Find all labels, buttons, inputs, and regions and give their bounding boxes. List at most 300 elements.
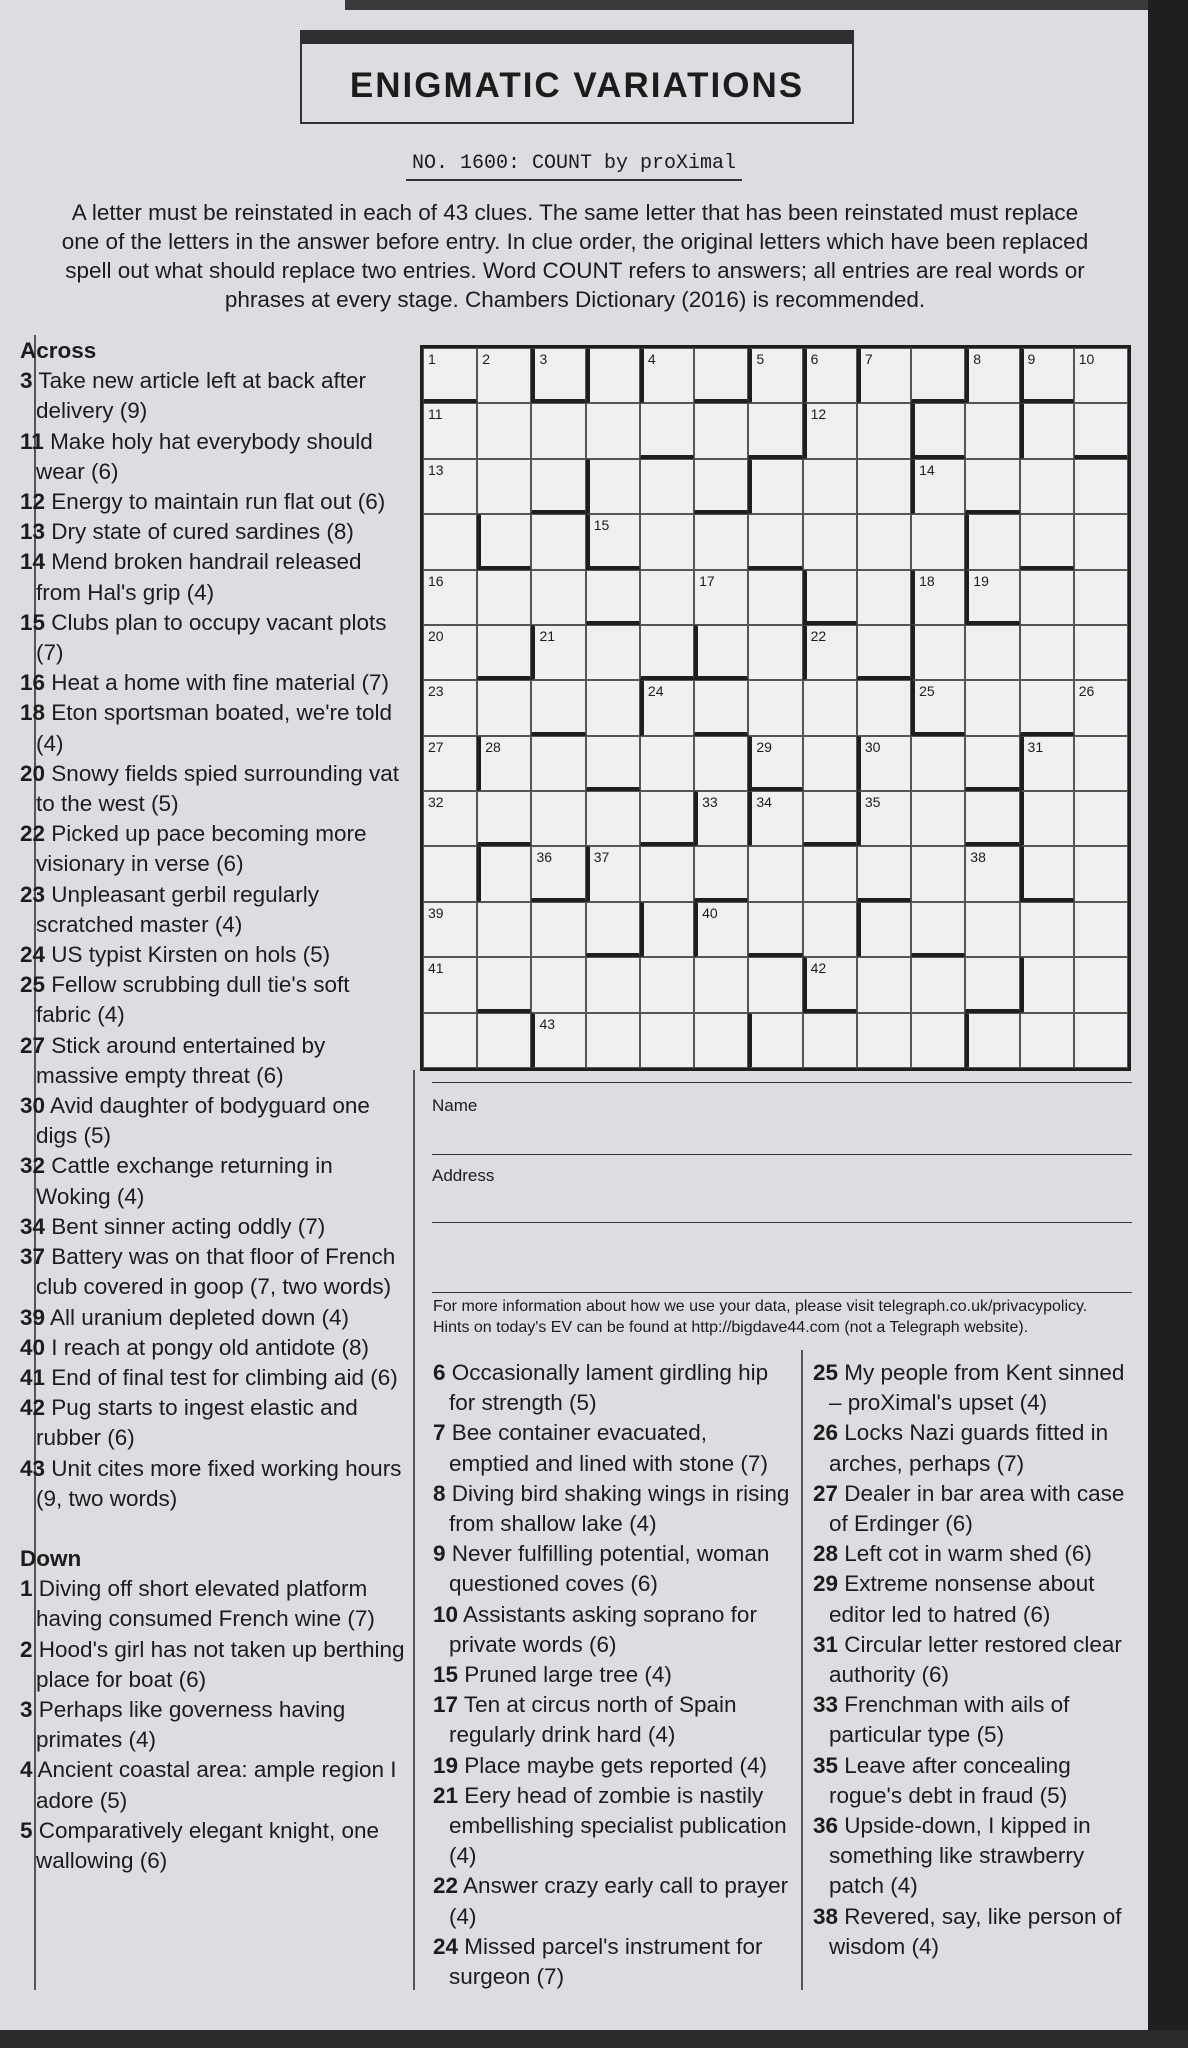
grid-cell[interactable] (1020, 625, 1074, 680)
grid-cell[interactable] (803, 902, 857, 957)
grid-cell[interactable] (694, 846, 748, 901)
clue (433, 1479, 793, 1539)
clue-text: Hood's girl has not taken up berthing place for boat (6) (36, 1636, 405, 1692)
grid-cell[interactable] (640, 459, 694, 514)
grid-cell[interactable] (1020, 1013, 1074, 1068)
title-box-rule (300, 30, 854, 44)
grid-cell[interactable] (857, 846, 911, 901)
clue-text: Eton sportsman boated, we're told (4) (36, 700, 393, 756)
grid-cell[interactable] (694, 957, 748, 1012)
grid-cell[interactable] (1020, 791, 1074, 846)
grid-cell[interactable] (694, 902, 748, 957)
clue-number: 29 (813, 1571, 839, 1597)
grid-cell[interactable] (694, 736, 748, 791)
clue (20, 880, 410, 940)
grid-cell[interactable] (477, 957, 531, 1012)
grid-cell[interactable] (477, 846, 531, 901)
grid-cell[interactable] (748, 403, 802, 458)
grid-cell[interactable] (748, 1013, 802, 1068)
address-field-line2[interactable] (432, 1292, 1132, 1293)
grid-cell[interactable] (1074, 570, 1128, 625)
clue (20, 1695, 410, 1755)
clue-number: 20 (20, 760, 46, 786)
clue-text: Missed parcel's instrument for surgeon (7) (449, 1933, 763, 1990)
grid-cell[interactable] (803, 1013, 857, 1068)
clue (433, 1871, 793, 1931)
grid-cell[interactable] (965, 348, 1019, 403)
grid-cell[interactable] (857, 736, 911, 791)
grid-cell[interactable] (423, 791, 477, 846)
cell-number: 28 (485, 738, 501, 755)
down-clue-list (20, 1574, 410, 1876)
grid-cell[interactable] (640, 846, 694, 901)
grid-cell[interactable] (586, 1013, 640, 1068)
grid-cell[interactable] (803, 403, 857, 458)
clue-text: Bent sinner acting oddly (7) (51, 1213, 326, 1239)
grid-cell[interactable] (911, 570, 965, 625)
grid-cell[interactable] (748, 348, 802, 403)
clue-text: Locks Nazi guards fitted in arches, perhaps (7) (829, 1420, 1109, 1476)
clue-number: 26 (813, 1420, 839, 1446)
grid-cell[interactable] (748, 680, 802, 735)
grid-cell[interactable] (748, 625, 802, 680)
cell-number: 35 (864, 794, 881, 811)
grid-cell[interactable] (423, 957, 477, 1012)
cell-number: 33 (702, 794, 718, 811)
clue-text: Energy to maintain run flat out (6) (51, 489, 386, 515)
clue-number: 35 (813, 1752, 839, 1778)
grid-cell[interactable] (965, 680, 1019, 735)
clue-number: 42 (20, 1395, 46, 1421)
grid-cell[interactable] (586, 348, 640, 403)
grid-cell[interactable] (911, 459, 965, 514)
clue (20, 1303, 410, 1333)
clue (433, 1600, 793, 1660)
grid-cell[interactable] (911, 957, 965, 1012)
clue-number: 12 (20, 489, 46, 515)
clue-number: 39 (20, 1304, 46, 1330)
clue-number: 37 (20, 1244, 46, 1270)
clue-number: 27 (20, 1032, 46, 1058)
clue-number: 17 (433, 1692, 459, 1718)
clue (20, 517, 410, 547)
grid-cell[interactable] (423, 680, 477, 735)
grid-cell[interactable] (748, 791, 802, 846)
grid-cell[interactable] (477, 625, 531, 680)
cell-number: 2 (482, 351, 491, 367)
grid-cell[interactable] (477, 459, 531, 514)
grid-cell[interactable] (965, 514, 1019, 569)
grid-cell[interactable] (586, 902, 640, 957)
grid-cell[interactable] (694, 1013, 748, 1068)
grid-cell[interactable] (803, 514, 857, 569)
clue (20, 970, 410, 1030)
clue-text: Unit cites more fixed working hours (9, two words) (36, 1455, 402, 1511)
grid-cell[interactable] (1020, 846, 1074, 901)
grid-cell[interactable] (911, 680, 965, 735)
clue-text: Never fulfilling potential, woman questioned coves (6) (449, 1541, 770, 1597)
grid-cell[interactable] (857, 1013, 911, 1068)
grid-cell[interactable] (477, 348, 531, 403)
grid-cell[interactable] (694, 348, 748, 403)
grid-cell[interactable] (531, 570, 585, 625)
cell-number: 1 (428, 351, 436, 367)
clue-number: 5 (20, 1817, 33, 1843)
grid-cell[interactable] (586, 625, 640, 680)
clue-number: 32 (20, 1153, 46, 1179)
clue-text: Bee container evacuated, emptied and lined with stone (7) (449, 1420, 768, 1476)
grid-cell[interactable] (531, 348, 585, 403)
grid-cell[interactable] (1074, 902, 1128, 957)
clue (20, 608, 410, 668)
grid-cell[interactable] (748, 902, 802, 957)
grid-cell[interactable] (1074, 791, 1128, 846)
grid-cell[interactable] (965, 459, 1019, 514)
grid-cell[interactable] (423, 570, 477, 625)
grid-cell[interactable] (748, 570, 802, 625)
clue (813, 1902, 1143, 1962)
clue-text: Upside-down, I kipped in something like strawberry patch (4) (829, 1813, 1091, 1899)
clue-number: 15 (20, 609, 46, 635)
cell-number: 6 (810, 351, 819, 367)
grid-cell[interactable] (477, 736, 531, 791)
grid-cell[interactable] (640, 736, 694, 791)
clue-text: Left cot in warm shed (6) (844, 1541, 1092, 1567)
clue-text: Stick around entertained by massive empty threat (6) (36, 1032, 326, 1088)
grid-cell[interactable] (477, 403, 531, 458)
grid-cell[interactable] (640, 625, 694, 680)
grid-cell[interactable] (965, 902, 1019, 957)
grid-cell[interactable] (586, 736, 640, 791)
grid-cell[interactable] (531, 957, 585, 1012)
grid-cell[interactable] (423, 348, 477, 403)
grid-cell[interactable] (423, 625, 477, 680)
clue-text: Ancient coastal area: ample region I adore (5) (36, 1757, 397, 1813)
grid-cell[interactable] (857, 680, 911, 735)
clue-number: 6 (433, 1360, 446, 1385)
grid-cell[interactable] (531, 846, 585, 901)
clue (20, 427, 410, 487)
grid-cell[interactable] (694, 791, 748, 846)
grid-cell[interactable] (857, 902, 911, 957)
grid-cell[interactable] (965, 846, 1019, 901)
grid-cell[interactable] (640, 570, 694, 625)
grid-cell[interactable] (1074, 957, 1128, 1012)
clue (20, 1635, 410, 1695)
cell-number: 38 (970, 849, 986, 866)
grid-cell[interactable] (640, 680, 694, 735)
grid-cell[interactable] (965, 403, 1019, 458)
grid-cell[interactable] (586, 680, 640, 735)
grid-cell[interactable] (477, 514, 531, 569)
grid-cell[interactable] (857, 459, 911, 514)
clue-text: Battery was on that floor of French club covered in goop (7, two words) (36, 1244, 396, 1300)
clue (20, 1091, 410, 1151)
instructions-line: one of the letters in the answer before entry. In clue order, the original letters which have been replaced (61, 229, 1089, 254)
grid-cell[interactable] (965, 570, 1019, 625)
cell-number: 7 (864, 351, 873, 367)
grid-cell[interactable] (586, 459, 640, 514)
down-heading: Down (20, 1545, 82, 1571)
clue-number: 15 (433, 1662, 459, 1688)
clue-text: US typist Kirsten on hols (5) (51, 942, 331, 968)
cell-number: 26 (1078, 683, 1095, 700)
grid-cell[interactable] (1074, 625, 1128, 680)
grid-cell[interactable] (423, 514, 477, 569)
grid-cell[interactable] (1074, 514, 1128, 569)
grid-cell[interactable] (857, 514, 911, 569)
grid-cell[interactable] (1020, 348, 1074, 403)
clue-text: Diving bird shaking wings in rising from shallow lake (4) (449, 1480, 790, 1537)
grid-cell[interactable] (911, 902, 965, 957)
cell-number: 25 (919, 683, 935, 700)
grid-cell[interactable] (694, 514, 748, 569)
clue-number: 14 (20, 549, 46, 575)
grid-cell[interactable] (857, 348, 911, 403)
grid-cell[interactable] (1020, 680, 1074, 735)
address-label: Address (432, 1166, 495, 1185)
grid-cell[interactable] (857, 791, 911, 846)
clue-number: 22 (433, 1873, 459, 1899)
grid-cell[interactable] (640, 1013, 694, 1068)
cell-number: 18 (919, 572, 935, 589)
grid-cell[interactable] (423, 902, 477, 957)
name-field[interactable] (432, 1154, 1132, 1155)
grid-cell[interactable] (531, 902, 585, 957)
clue-number: 30 (20, 1093, 46, 1119)
page-edge (1148, 0, 1188, 2048)
grid-cell[interactable] (857, 570, 911, 625)
grid-cell[interactable] (640, 902, 694, 957)
grid-cell[interactable] (965, 791, 1019, 846)
grid-cell[interactable] (531, 459, 585, 514)
clue-text: All uranium depleted down (4) (50, 1304, 349, 1330)
cell-number: 8 (973, 351, 982, 367)
clue-number: 3 (20, 368, 33, 394)
grid-cell[interactable] (423, 846, 477, 901)
clue-number: 8 (433, 1480, 446, 1506)
clue (813, 1539, 1143, 1569)
clue-number: 24 (433, 1933, 459, 1959)
cell-number: 12 (810, 406, 827, 423)
grid-cell[interactable] (911, 791, 965, 846)
cell-number: 43 (539, 1015, 556, 1032)
grid-cell[interactable] (477, 570, 531, 625)
cell-number: 21 (539, 627, 556, 644)
clue (20, 698, 410, 758)
grid-cell[interactable] (694, 625, 748, 680)
clue (20, 1212, 410, 1242)
clue-number: 2 (20, 1636, 33, 1662)
grid-cell[interactable] (1074, 680, 1128, 735)
grid-cell[interactable] (586, 846, 640, 901)
grid-cell[interactable] (748, 736, 802, 791)
clue-text: Fellow scrubbing dull tie's soft fabric (4) (36, 972, 350, 1028)
privacy-note: For more information about how we use your data, please visit telegraph.co.uk/privacypolicy. (433, 1298, 1088, 1315)
clue-text: Dry state of cured sardines (8) (51, 519, 354, 545)
grid-cell[interactable] (531, 403, 585, 458)
grid-cell[interactable] (586, 514, 640, 569)
grid-cell[interactable] (965, 1013, 1019, 1068)
grid-cell[interactable] (586, 791, 640, 846)
grid-cell[interactable] (748, 459, 802, 514)
grid-cell[interactable] (911, 514, 965, 569)
grid-cell[interactable] (694, 459, 748, 514)
grid-cell[interactable] (1020, 403, 1074, 458)
grid-cell[interactable] (803, 459, 857, 514)
grid-cell[interactable] (694, 403, 748, 458)
grid-cell[interactable] (423, 736, 477, 791)
clue (433, 1418, 793, 1478)
right-column-rule (801, 1350, 803, 1990)
address-field[interactable] (432, 1222, 1132, 1223)
grid-cell[interactable] (477, 902, 531, 957)
grid-cell[interactable] (911, 736, 965, 791)
grid-cell[interactable] (531, 1013, 585, 1068)
grid-cell[interactable] (1020, 736, 1074, 791)
grid-cell[interactable] (586, 403, 640, 458)
clue (20, 1363, 410, 1393)
clue (20, 1242, 410, 1302)
grid-cell[interactable] (423, 459, 477, 514)
grid-cell[interactable] (857, 403, 911, 458)
cell-number: 30 (864, 738, 881, 755)
grid-cell[interactable] (477, 791, 531, 846)
clue (20, 1151, 410, 1211)
grid-cell[interactable] (694, 570, 748, 625)
cell-number: 36 (536, 849, 553, 866)
grid-cell[interactable] (1074, 736, 1128, 791)
grid-cell[interactable] (640, 514, 694, 569)
clue-text: Heat a home with fine material (7) (51, 670, 389, 696)
clue-text: Make holy hat everybody should wear (6) (36, 428, 373, 484)
cell-number: 41 (428, 960, 444, 977)
grid-cell[interactable] (477, 1013, 531, 1068)
clue-number: 34 (20, 1213, 46, 1239)
clue-text: Pruned large tree (4) (464, 1662, 672, 1688)
grid-cell[interactable] (531, 791, 585, 846)
clue (20, 1755, 410, 1815)
grid-cell[interactable] (1020, 570, 1074, 625)
grid-cell[interactable] (531, 514, 585, 569)
clue-number: 25 (20, 972, 46, 998)
grid-cell[interactable] (1074, 459, 1128, 514)
grid-cell[interactable] (803, 736, 857, 791)
clue-number: 18 (20, 700, 46, 726)
grid-cell[interactable] (911, 625, 965, 680)
grid-cell[interactable] (640, 403, 694, 458)
grid-cell[interactable] (1074, 348, 1128, 403)
clue (20, 668, 410, 698)
grid-cell[interactable] (640, 348, 694, 403)
grid-cell[interactable] (857, 625, 911, 680)
clue (20, 1393, 410, 1453)
grid-cell[interactable] (1074, 1013, 1128, 1068)
clue-number: 38 (813, 1903, 839, 1929)
grid-cell[interactable] (803, 570, 857, 625)
grid-cell[interactable] (423, 403, 477, 458)
clue-number: 13 (20, 519, 46, 545)
clue-text: Unpleasant gerbil regularly scratched master (4) (36, 881, 319, 937)
grid-cell[interactable] (911, 1013, 965, 1068)
grid-cell[interactable] (911, 403, 965, 458)
clue (20, 1031, 410, 1091)
clue-text: Circular letter restored clear authority (6) (829, 1631, 1122, 1688)
clue-number: 4 (20, 1757, 33, 1783)
clue (813, 1479, 1143, 1539)
grid-cell[interactable] (640, 957, 694, 1012)
grid-cell[interactable] (1020, 957, 1074, 1012)
clue-text: I reach at pongy old antidote (8) (51, 1334, 369, 1360)
cell-number: 27 (428, 738, 444, 755)
grid-cell[interactable] (803, 625, 857, 680)
cell-number: 40 (702, 904, 718, 921)
clue-number: 19 (433, 1752, 459, 1778)
grid-cell[interactable] (1020, 514, 1074, 569)
clue (20, 366, 410, 426)
grid-cell[interactable] (965, 736, 1019, 791)
grid-cell[interactable] (803, 348, 857, 403)
clue (813, 1751, 1143, 1811)
clue (20, 759, 410, 819)
grid-cell[interactable] (803, 846, 857, 901)
grid-cell[interactable] (803, 791, 857, 846)
clue-text: End of final test for climbing aid (6) (51, 1364, 398, 1390)
clue-text: Cattle exchange returning in Woking (4) (36, 1153, 333, 1209)
cell-number: 37 (593, 849, 610, 866)
grid-cell[interactable] (586, 957, 640, 1012)
grid-cell[interactable] (531, 680, 585, 735)
grid-cell[interactable] (748, 846, 802, 901)
grid-cell[interactable] (748, 957, 802, 1012)
grid-cell[interactable] (803, 957, 857, 1012)
grid-cell[interactable] (423, 1013, 477, 1068)
grid-cell[interactable] (1074, 846, 1128, 901)
cell-number: 23 (428, 683, 444, 700)
cell-number: 24 (647, 683, 664, 700)
middle-column-rule (413, 1070, 415, 1990)
clue-number: 16 (20, 670, 46, 696)
grid-cell[interactable] (1020, 902, 1074, 957)
grid-cell[interactable] (477, 680, 531, 735)
clue-text: Frenchman with ails of particular type (5) (829, 1692, 1070, 1748)
grid-cell[interactable] (531, 736, 585, 791)
clue (433, 1660, 793, 1690)
grid-cell[interactable] (640, 791, 694, 846)
grid-cell[interactable] (531, 625, 585, 680)
cell-number: 10 (1078, 351, 1095, 367)
grid-cell[interactable] (803, 680, 857, 735)
grid-cell[interactable] (965, 625, 1019, 680)
clue-text: Take new article left at back after delivery (9) (36, 368, 367, 424)
clue (20, 1574, 410, 1634)
grid-cell[interactable] (586, 570, 640, 625)
clue-number: 43 (20, 1455, 46, 1481)
instructions-line: spell out what should replace two entries. Word COUNT refers to answers; all entries are real words or (65, 258, 1085, 283)
grid-cell[interactable] (911, 846, 965, 901)
grid-cell[interactable] (1074, 403, 1128, 458)
clue-text: Diving off short elevated platform having consumed French wine (7) (36, 1576, 375, 1632)
grid-cell[interactable] (911, 348, 965, 403)
grid-cell[interactable] (857, 957, 911, 1012)
clue (813, 1630, 1143, 1690)
cell-number: 15 (593, 517, 610, 534)
grid-cell[interactable] (694, 680, 748, 735)
grid-cell[interactable] (748, 514, 802, 569)
grid-cell[interactable] (965, 957, 1019, 1012)
clue-number: 28 (813, 1541, 839, 1567)
grid-cell[interactable] (1020, 459, 1074, 514)
